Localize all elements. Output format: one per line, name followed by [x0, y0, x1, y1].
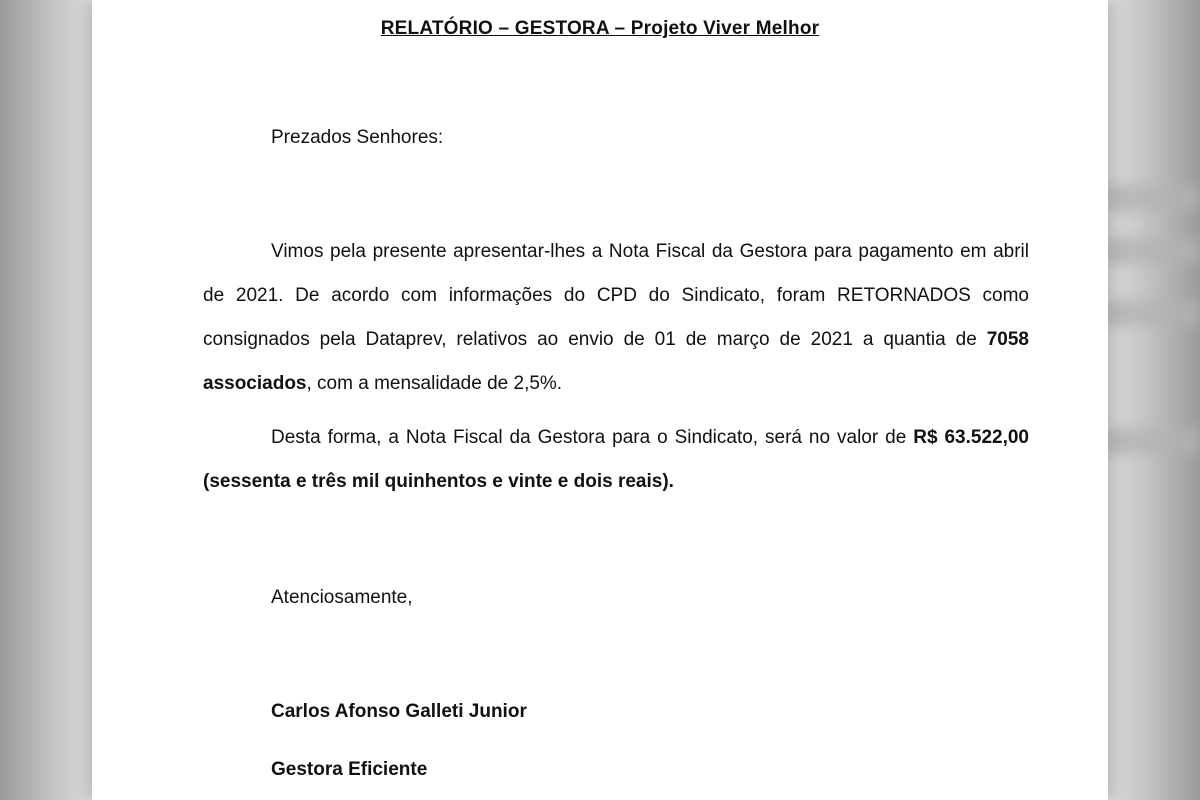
document-title: RELATÓRIO – GESTORA – Projeto Viver Melhor — [380, 18, 820, 39]
paragraph-text: Vimos pela presente apresentar-lhes a Nota Fiscal da Gestora para pagamento em abril de 2021. De acordo com informações do CPD do Sindicato, foram RETORNADOS como consignados pela Dataprev, relativos ao envio de 01 de março de 2021 a quantia de — [203, 241, 1029, 350]
signer-organization: Gestora Eficiente — [271, 759, 428, 780]
paragraph-invoice-value — [203, 416, 1029, 504]
paragraph-text: Desta forma, a Nota Fiscal da Gestora para o Sindicato, será no valor de — [271, 427, 914, 448]
document-page — [92, 0, 1108, 800]
background-blur — [1105, 428, 1200, 454]
closing: Atenciosamente, — [271, 587, 413, 608]
paragraph-indent — [203, 241, 271, 262]
invoice-amount: R$ 63.522,00 (sessenta e três mil quinhentos e vinte e dois reais). — [203, 427, 1029, 492]
background-blur — [1105, 300, 1200, 326]
paragraph-invoice-info — [203, 230, 1029, 406]
greeting: Prezados Senhores: — [271, 127, 444, 148]
signer-name: Carlos Afonso Galleti Junior — [271, 701, 527, 722]
associates-count: 7058 associados — [203, 329, 1029, 394]
background-blur — [1105, 238, 1200, 264]
paragraph-indent — [203, 427, 271, 448]
paragraph-text: , com a mensalidade de 2,5%. — [306, 373, 563, 394]
background-blur — [1105, 185, 1200, 211]
